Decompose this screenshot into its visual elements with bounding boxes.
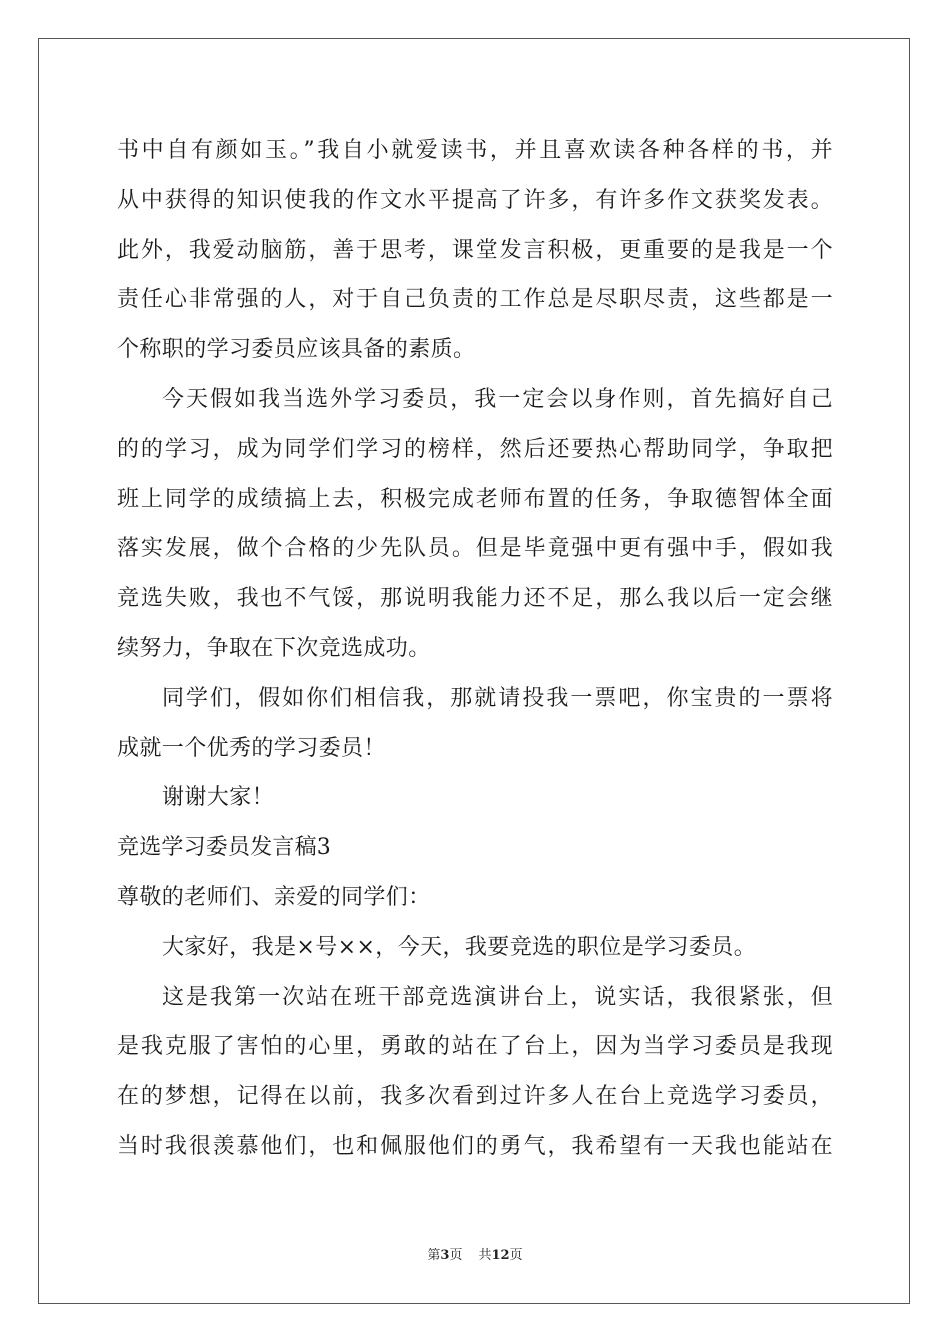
document-body [117, 126, 833, 1172]
page-footer [0, 1247, 950, 1265]
paragraph-first-line: 大家好，我是×号××，今天，我要竞选的职位是学习委员。 [162, 934, 757, 960]
paragraph-first-line: 同学们，假如你们相信我，那就请投我一票吧，你宝贵的一票将 [162, 685, 833, 711]
paragraph-first-line: 今天假如我当选外学习委员，我一定会以身作则，首先搞好自己 [162, 386, 833, 412]
closing-line: 谢谢大家！ [162, 785, 275, 811]
text-line: 从中获得的知识使我的作文水平提高了许多，有许多作文获奖发表。 [117, 187, 833, 213]
text-line: 书中自有颜如玉。”我自小就爱读书，并且喜欢读各种各样的书，并 [117, 138, 833, 163]
text-line: 当时我很羡慕他们，也和佩服他们的勇气，我希望有一天我也能站在 [117, 1133, 833, 1159]
paragraph-first-line: 这是我第一次站在班干部竞选演讲台上，说实话，我很紧张，但 [162, 984, 833, 1010]
text-line: 竞选失败，我也不气馁，那说明我能力还不足，那么我以后一定会继 [117, 586, 833, 612]
total-page-number: 12 [491, 1248, 510, 1263]
text-line: 班上同学的成绩搞上去，积极完成老师布置的任务，争取德智体全面 [117, 486, 833, 512]
text-line: 落实发展，做个合格的少先队员。但是毕竟强中更有强中手，假如我 [117, 536, 833, 562]
text-line: 个称职的学习委员应该具备的素质。 [117, 337, 476, 363]
text-line: 在的梦想，记得在以前，我多次看到过许多人在台上竞选学习委员， [117, 1084, 833, 1110]
salutation-line: 尊敬的老师们、亲爱的同学们： [117, 884, 431, 910]
text-line: 此外，我爱动脑筋，善于思考，课堂发言积极，更重要的是我是一个 [117, 237, 833, 263]
page-suffix: 页 [449, 1248, 463, 1263]
section-heading: 竞选学习委员发言稿3 [117, 835, 331, 861]
text-line: 续努力，争取在下次竞选成功。 [117, 635, 431, 661]
text-line: 责任心非常强的人，对于自己负责的工作总是尽职尽责，这些都是一 [117, 287, 833, 313]
total-prefix: 共 [478, 1248, 492, 1263]
page-prefix: 第 [427, 1248, 441, 1263]
total-suffix: 页 [509, 1248, 523, 1263]
text-line: 是我克服了害怕的心里，勇敢的站在了台上，因为当学习委员是我现 [117, 1034, 833, 1060]
text-line: 的的学习，成为同学们学习的榜样，然后还要热心帮助同学，争取把 [117, 436, 833, 462]
text-line: 成就一个优秀的学习委员！ [117, 735, 386, 761]
current-page-number: 3 [440, 1248, 450, 1263]
